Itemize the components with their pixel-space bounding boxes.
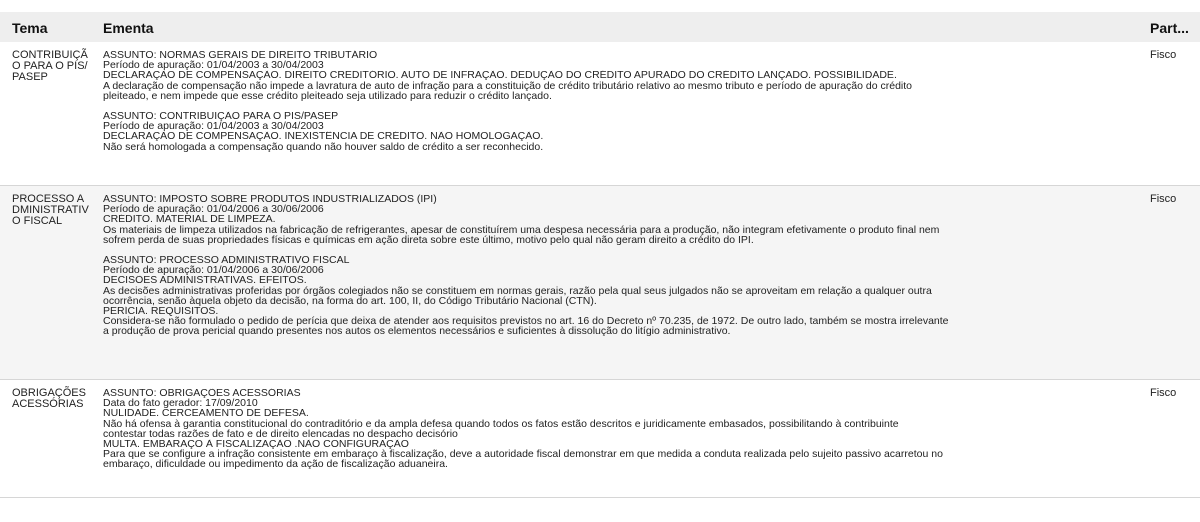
results-table (0, 12, 1200, 498)
ementa-line: CRÉDITO. MATERIAL DE LIMPEZA. (103, 214, 276, 225)
ementa-line: Os materiais de limpeza utilizados na fabricação de refrigerantes, apesar de constituírem uma despesa necessária para a produção, não integram efetivamente o produto final nem (103, 224, 940, 235)
ementa-line: Não há ofensa à garantia constitucional do contraditório e da ampla defesa quando todos os fatos estão descritos e juridicamente embasados, possibilitando à contribuinte (103, 418, 899, 429)
cell-ementa (103, 388, 1138, 470)
table-header (0, 12, 1200, 42)
ementa-line: embaraço, dificuldade ou impedimento da ação de fiscalização aduaneira. (103, 459, 448, 470)
ementa-line: ocorrência, senão àquela objeto da decisão, na forma do art. 100, II, do Código Tributário Nacional (CTN). (103, 295, 597, 307)
ementa-line: DECISÕES ADMINISTRATIVAS. EFEITOS. (103, 275, 307, 286)
ementa-line: Período de apuração: 01/04/2006 a 30/06/2006 (103, 204, 324, 215)
ementa-line: DECLARAÇÃO DE COMPENSAÇÃO. DIREITO CREDITÓRIO. AUTO DE INFRAÇÃO. DEDUÇÃO DO CRÉDITO APURADO DO CRÉDITO LANÇADO. POSSIBILIDADE. (103, 70, 897, 81)
table-row[interactable] (0, 42, 1200, 186)
ementa-line: Período de apuração: 01/04/2003 a 30/04/2003 (103, 60, 324, 71)
cell-partes: Fisco (1150, 193, 1177, 205)
ementa-block (103, 50, 1138, 101)
ementa-block (103, 111, 1138, 152)
ementa-line: As decisões administrativas proferidas por órgãos colegiados não se constituem em normas gerais, razão pela qual seus julgados não se aproveitam em relação a qualquer outra (103, 285, 932, 296)
cell-tema: OBRIGAÇÕES ACESSÓRIAS (12, 387, 86, 410)
ementa-block (103, 194, 1138, 245)
ementa-line: Não será homologada a compensação quando não houver saldo de crédito a ser reconhecido. (103, 141, 544, 152)
cell-tema: CONTRIBUIÇÃO PARA O PIS/PASEP (12, 49, 88, 83)
ementa-line: contestar todas razões de fato e de direito elencadas no despacho decisório (103, 428, 458, 440)
ementa-line: ASSUNTO: PROCESSO ADMINISTRATIVO FISCAL (103, 255, 350, 266)
cell-partes: Fisco (1150, 387, 1177, 399)
ementa-line: ASSUNTO: OBRIGAÇÕES ACESSÓRIAS (103, 388, 301, 399)
ementa-line: MULTA. EMBARAÇO À FISCALIZAÇÃO .NÃO CONFIGURAÇÃO (103, 439, 409, 450)
ementa-line: DECLARAÇÃO DE COMPENSAÇÃO. INEXISTÊNCIA DE CRÉDITO. NÃO HOMOLOGAÇÃO. (103, 131, 544, 142)
ementa-block (103, 255, 1138, 337)
ementa-line: Período de apuração: 01/04/2006 a 30/06/2006 (103, 265, 324, 276)
ementa-line: PERÍCIA. REQUISITOS. (103, 306, 219, 317)
cell-ementa (103, 50, 1138, 152)
cell-tema: PROCESSO ADMINISTRATIVO FISCAL (12, 193, 89, 227)
cell-partes: Fisco (1150, 49, 1177, 61)
table-row[interactable] (0, 186, 1200, 380)
ementa-line: Para que se configure a infração consistente em embaraço à fiscalização, deve a autoridade fiscal demonstrar em que medida a conduta realizada pelo sujeito passivo acarretou no (103, 449, 943, 460)
ementa-line: A declaração de compensação não impede a lavratura de auto de infração para a constituição de crédito tributário relativo ao mesmo tributo e período de apuração do crédito (103, 80, 912, 91)
table-row[interactable] (0, 380, 1200, 498)
ementa-line: ASSUNTO: IMPOSTO SOBRE PRODUTOS INDUSTRIALIZADOS (IPI) (103, 194, 437, 205)
ementa-line: Data do fato gerador: 17/09/2010 (103, 398, 258, 409)
ementa-line: a produção de prova pericial quando presentes nos autos os elementos necessários e suficientes à dissolução do litígio administrativo. (103, 326, 731, 337)
ementa-line: ASSUNTO: NORMAS GERAIS DE DIREITO TRIBUTÁRIO (103, 50, 378, 61)
column-header-partes[interactable]: Part... (1150, 20, 1189, 36)
ementa-line: ASSUNTO: CONTRIBUIÇÃO PARA O PIS/PASEP (103, 111, 339, 122)
ementa-line: NULIDADE. CERCEAMENTO DE DEFESA. (103, 408, 309, 419)
column-header-ementa[interactable]: Ementa (103, 20, 154, 36)
column-header-tema[interactable]: Tema (12, 20, 48, 36)
ementa-line: sofrem perda de suas propriedades físicas e químicas em ação direta sobre este último, motivo pelo qual não geram direito a crédito do IPI. (103, 234, 754, 246)
ementa-line: Considera-se não formulado o pedido de perícia que deixa de atender aos requisitos previstos no art. 16 do Decreto nº 70.235, de 1972. De outro lado, também se mostra irrelevante (103, 316, 949, 327)
ementa-line: pleiteado, e nem impede que esse crédito pleiteado seja utilizado para reduzir o crédito lançado. (103, 90, 552, 102)
ementa-line: Período de apuração: 01/04/2003 a 30/04/2003 (103, 121, 324, 132)
ementa-block (103, 388, 1138, 470)
cell-ementa (103, 194, 1138, 337)
